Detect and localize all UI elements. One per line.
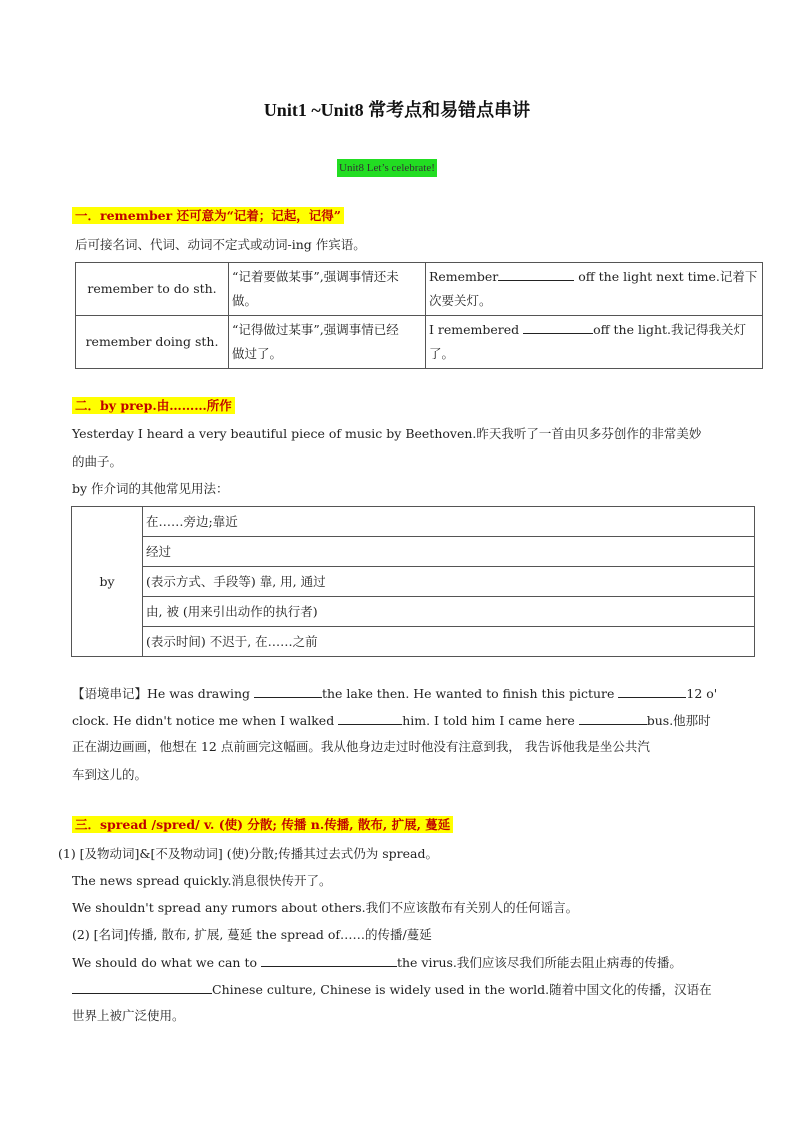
cell-text: I remembered xyxy=(429,322,524,337)
table-cell xyxy=(426,316,763,369)
answer-blank[interactable] xyxy=(254,685,322,698)
answer-blank[interactable] xyxy=(72,981,212,994)
answer-blank[interactable] xyxy=(261,954,397,967)
example-line: The news spread quickly.消息很快传开了。 xyxy=(72,873,332,888)
example-text: We should do what we can to xyxy=(72,955,261,970)
table-row xyxy=(76,263,763,316)
page-title: Unit1 ~Unit8 常考点和易错点串讲 xyxy=(263,100,531,120)
unit-badge: Unit8 Let’s celebrate! xyxy=(337,159,437,177)
answer-blank[interactable] xyxy=(498,268,574,281)
example-line xyxy=(72,954,682,971)
context-text: him. I told him I came here xyxy=(402,713,579,728)
context-text: the lake then. He wanted to finish this picture xyxy=(321,686,619,701)
table-row xyxy=(72,597,755,627)
section-2-heading-text: 二．by prep.由………所作 xyxy=(72,397,235,414)
context-line: 正在湖边画画，他想在 12 点前画完这幅画。我从他身边走过时他没有注意到我， 我告诉他我是坐公共汽 xyxy=(72,739,650,754)
table-cell xyxy=(229,263,426,316)
table-row xyxy=(76,316,763,369)
remember-table xyxy=(75,262,763,369)
cell-text: off the light.我记得我关灯了。 xyxy=(429,322,747,361)
table-row xyxy=(72,537,755,567)
table-cell xyxy=(426,263,763,316)
example-text: the virus.我们应该尽我们所能去阻止病毒的传播。 xyxy=(396,955,682,970)
usage-item: (1) [及物动词]&[不及物动词] (使)分散;传播其过去式仍为 spread。 xyxy=(58,846,438,861)
table-cell: (表示时间) 不迟于, 在……之前 xyxy=(143,627,755,657)
context-line xyxy=(72,712,711,729)
table-row xyxy=(72,567,755,597)
context-line xyxy=(72,685,717,702)
cell-text: off the light next time.记着下 xyxy=(574,269,758,284)
section-3-heading xyxy=(72,817,453,833)
table-cell: 由, 被 (用来引出动作的执行者) xyxy=(143,597,755,627)
cell-line: 做。 xyxy=(232,293,258,308)
section-2-heading xyxy=(72,398,235,414)
cell-line xyxy=(429,318,759,366)
cell-line: 做过了。 xyxy=(232,346,283,361)
context-text: clock. He didn't notice me when I walked xyxy=(72,713,339,728)
example-line: We shouldn't spread any rumors about others.我们不应该散布有关别人的任何谣言。 xyxy=(72,900,579,915)
cell-line: “记着要做某事”,强调事情还未 xyxy=(232,269,399,284)
table-row xyxy=(72,627,755,657)
cell-text: Remember xyxy=(429,269,499,284)
table-row xyxy=(72,507,755,537)
section-1-heading xyxy=(72,208,344,224)
context-text: 【语境串记】He was drawing xyxy=(72,686,254,701)
answer-blank[interactable] xyxy=(618,685,686,698)
example-line: 的曲子。 xyxy=(72,454,123,469)
context-text: 12 o' xyxy=(686,686,718,701)
example-line: 世界上被广泛使用。 xyxy=(72,1008,185,1023)
table-cell: (表示方式、手段等) 靠, 用, 通过 xyxy=(143,567,755,597)
section-3-heading-text: 三．spread /spred/ v. (使) 分散; 传播 n.传播, 散布, 扩展, 蔓延 xyxy=(72,816,453,833)
section-1-intro: 后可接名词、代词、动词不定式或动词-ing 作宾语。 xyxy=(75,237,366,252)
answer-blank[interactable] xyxy=(523,321,593,334)
answer-blank[interactable] xyxy=(579,712,647,725)
cell-line: “记得做过某事”,强调事情已经 xyxy=(232,322,399,337)
by-usage-table xyxy=(71,506,755,657)
answer-blank[interactable] xyxy=(338,712,402,725)
by-usage-intro: by 作介词的其他常见用法： xyxy=(72,481,229,496)
table-cell: by xyxy=(72,507,143,657)
example-line xyxy=(72,981,712,998)
example-text: Chinese culture, Chinese is widely used in the world.随着中国文化的传播，汉语在 xyxy=(212,982,712,997)
section-1-heading-text: 一．remember 还可意为“记着；记起，记得” xyxy=(72,207,344,224)
cell-line: 次要关灯。 xyxy=(429,293,492,308)
usage-item: (2) [名词]传播, 散布, 扩展, 蔓延 the spread of……的传播/蔓延 xyxy=(72,927,432,942)
table-cell: remember to do sth. xyxy=(76,263,229,316)
cell-line xyxy=(429,265,759,289)
table-cell: 在……旁边;靠近 xyxy=(143,507,755,537)
table-cell xyxy=(229,316,426,369)
context-line: 车到这儿的。 xyxy=(72,767,148,782)
table-cell: remember doing sth. xyxy=(76,316,229,369)
context-text: bus.他那时 xyxy=(646,713,711,728)
example-line: Yesterday I heard a very beautiful piece of music by Beethoven.昨天我听了一首由贝多芬创作的非常美妙 xyxy=(72,426,702,441)
table-cell: 经过 xyxy=(143,537,755,567)
